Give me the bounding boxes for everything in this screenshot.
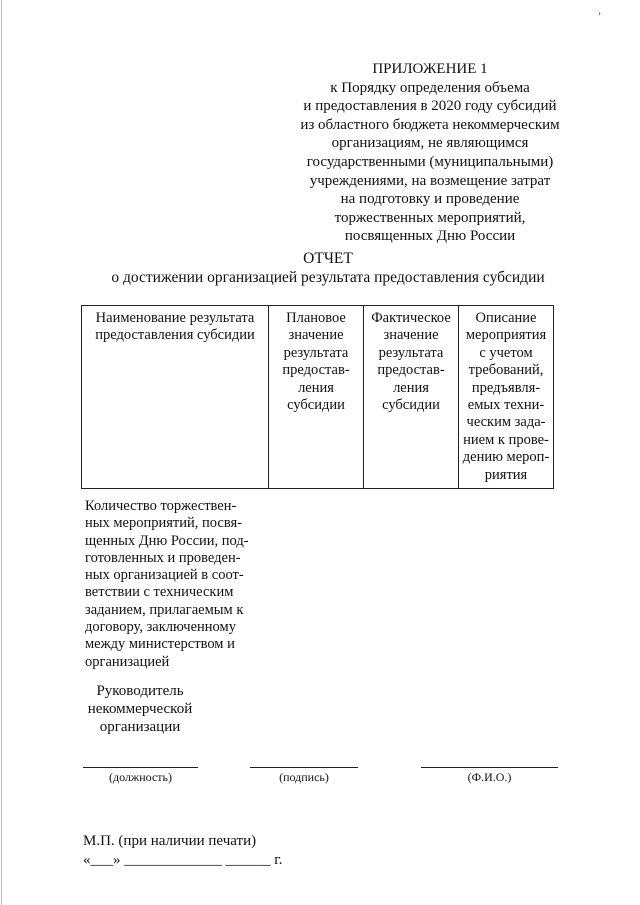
column-header-actual-value: Фактическое значение результата предостав-ления субсидии <box>364 306 459 489</box>
appendix-header: ПРИЛОЖЕНИЕ 1 <box>372 61 488 77</box>
appendix-line: государственными (муниципальными) <box>306 153 554 170</box>
quantity-line: ветствии с техническим <box>85 584 234 601</box>
quantity-line: готовленных и проведен- <box>85 549 241 566</box>
appendix-line: торжественных мероприятий, <box>334 209 526 226</box>
column-header-result-name: Наименование результата предоставления субсидии <box>82 306 269 489</box>
appendix-block <box>280 60 580 246</box>
position-label: (должность) <box>109 770 172 784</box>
quantity-line: договору, заключенному <box>85 619 236 636</box>
quantity-line: ных мероприятий, посвя- <box>85 515 242 532</box>
appendix-line: на подготовку и проведение <box>340 191 520 208</box>
column-header-planned-value: Плановое значение результата предостав-ления субсидии <box>269 306 364 489</box>
report-table <box>81 305 554 489</box>
report-subtitle: о достижении организацией результата предоставления субсидии <box>111 269 545 286</box>
quantity-line: ных организацией в соот- <box>85 567 244 584</box>
quantity-line: между министерством и <box>85 636 235 653</box>
head-line: Руководитель <box>96 683 184 699</box>
appendix-line: из областного бюджета некоммерческим <box>300 116 560 133</box>
head-of-organization <box>80 682 200 736</box>
date-line: «___» _____________ ______ г. <box>83 852 283 868</box>
quantity-line: организацией <box>85 653 170 670</box>
appendix-line: организациям, не являющимся <box>331 135 529 152</box>
table-header-row <box>82 306 554 489</box>
quantity-description <box>85 498 270 671</box>
quantity-line: щенных Дню России, под- <box>85 532 249 549</box>
name-signature-line <box>421 767 558 768</box>
scan-edge <box>1 0 2 905</box>
signature-label: (подпись) <box>279 770 329 784</box>
head-line: некоммерческой <box>87 701 193 717</box>
position-signature-line <box>83 767 198 768</box>
head-line: организации <box>99 719 181 735</box>
signature-line <box>250 767 358 768</box>
appendix-line: посвященных Дню России <box>344 228 516 245</box>
appendix-line: и предоставления в 2020 году субсидий <box>303 98 557 115</box>
appendix-line: к Порядку определения объема <box>330 79 530 96</box>
column-header-description: Описание мероприятия с учетом требований, предъявля-емых техни-ческим зада-нием к прове-дению мероп-риятия <box>459 306 554 489</box>
stamp-place: М.П. (при наличии печати) <box>83 833 257 849</box>
corner-mark: › <box>598 8 601 18</box>
quantity-line: Количество торжествен- <box>85 498 237 514</box>
report-title: ОТЧЕТ <box>303 250 353 267</box>
appendix-line: учреждениями, на возмещение затрат <box>309 172 551 189</box>
quantity-line: заданием, прилагаемым к <box>85 601 244 618</box>
name-label: (Ф.И.О.) <box>467 770 512 784</box>
